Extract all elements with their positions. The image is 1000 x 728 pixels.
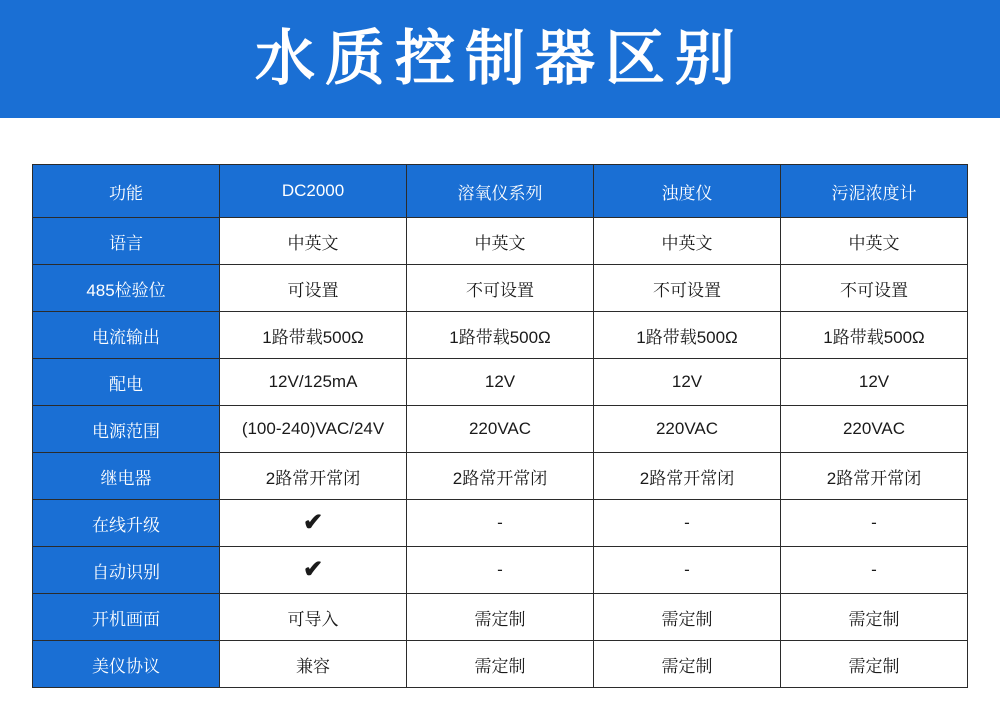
check-icon: ✔ xyxy=(302,556,324,583)
row-header: 电源范围 xyxy=(33,406,220,453)
table-cell: 12V xyxy=(781,359,968,406)
table-cell: 2路常开常闭 xyxy=(220,453,407,500)
table-cell: 中英文 xyxy=(220,218,407,265)
table-cell: 中英文 xyxy=(594,218,781,265)
row-header: 配电 xyxy=(33,359,220,406)
column-header: 浊度仪 xyxy=(594,165,781,218)
table-cell: 不可设置 xyxy=(781,265,968,312)
table-cell: 12V xyxy=(594,359,781,406)
comparison-table xyxy=(32,164,968,688)
table-cell: 不可设置 xyxy=(594,265,781,312)
page-title: 水质控制器区别 xyxy=(255,25,745,92)
table-cell: 需定制 xyxy=(594,594,781,641)
table-cell: - xyxy=(781,500,968,547)
table-row xyxy=(33,594,968,641)
table-cell: - xyxy=(407,547,594,594)
table-cell: 1路带载500Ω xyxy=(781,312,968,359)
table-cell: 1路带载500Ω xyxy=(407,312,594,359)
table-cell xyxy=(220,547,407,594)
column-header: 功能 xyxy=(33,165,220,218)
table-cell: 不可设置 xyxy=(407,265,594,312)
check-icon: ✔ xyxy=(302,509,324,536)
table-cell: - xyxy=(407,500,594,547)
row-header: 在线升级 xyxy=(33,500,220,547)
table-cell: 2路常开常闭 xyxy=(407,453,594,500)
table-cell: 需定制 xyxy=(781,641,968,688)
table-cell: 需定制 xyxy=(781,594,968,641)
table-cell: 1路带载500Ω xyxy=(220,312,407,359)
row-header: 电流输出 xyxy=(33,312,220,359)
table-row xyxy=(33,218,968,265)
table-row xyxy=(33,265,968,312)
table-row xyxy=(33,500,968,547)
table-row xyxy=(33,406,968,453)
comparison-table-container xyxy=(0,118,1000,688)
table-body xyxy=(33,165,968,688)
table-cell: 2路常开常闭 xyxy=(781,453,968,500)
table-cell: 220VAC xyxy=(407,406,594,453)
table-cell: - xyxy=(781,547,968,594)
column-header: 污泥浓度计 xyxy=(781,165,968,218)
table-row xyxy=(33,359,968,406)
table-cell: 需定制 xyxy=(407,641,594,688)
table-cell: (100-240)VAC/24V xyxy=(220,406,407,453)
column-header: DC2000 xyxy=(220,165,407,218)
row-header: 开机画面 xyxy=(33,594,220,641)
column-header: 溶氧仪系列 xyxy=(407,165,594,218)
table-row xyxy=(33,641,968,688)
row-header: 485检验位 xyxy=(33,265,220,312)
table-cell: 2路常开常闭 xyxy=(594,453,781,500)
table-cell: 中英文 xyxy=(781,218,968,265)
row-header: 自动识别 xyxy=(33,547,220,594)
row-header: 继电器 xyxy=(33,453,220,500)
table-cell: 需定制 xyxy=(407,594,594,641)
table-cell: 中英文 xyxy=(407,218,594,265)
table-cell: 220VAC xyxy=(594,406,781,453)
table-cell: 可导入 xyxy=(220,594,407,641)
table-cell: 12V/125mA xyxy=(220,359,407,406)
page-header-banner xyxy=(0,0,1000,118)
table-cell: - xyxy=(594,547,781,594)
table-header-row xyxy=(33,165,968,218)
table-row xyxy=(33,547,968,594)
table-row xyxy=(33,453,968,500)
table-cell: 1路带载500Ω xyxy=(594,312,781,359)
row-header: 美仪协议 xyxy=(33,641,220,688)
table-cell: 可设置 xyxy=(220,265,407,312)
row-header: 语言 xyxy=(33,218,220,265)
table-row xyxy=(33,312,968,359)
table-cell: - xyxy=(594,500,781,547)
table-cell xyxy=(220,500,407,547)
table-cell: 220VAC xyxy=(781,406,968,453)
table-cell: 兼容 xyxy=(220,641,407,688)
table-cell: 12V xyxy=(407,359,594,406)
table-cell: 需定制 xyxy=(594,641,781,688)
